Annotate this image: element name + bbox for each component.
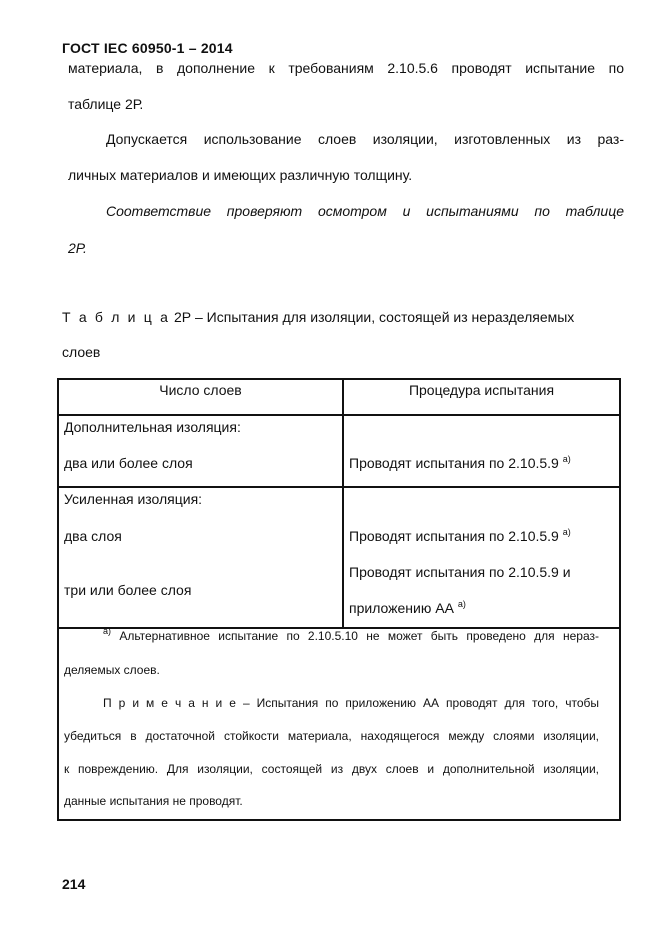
layers-two: два слоя: [64, 528, 122, 544]
table-row: [58, 415, 620, 487]
paragraph-2-line-2: личных материалов и имеющих различную толщину.: [68, 167, 413, 183]
layers-two-or-more: два или более слоя: [64, 455, 193, 471]
table-caption-line-2: слоев: [62, 344, 101, 360]
footnote-ref: а): [562, 527, 571, 537]
document-header: ГОСТ IEC 60950-1 – 2014: [62, 40, 233, 56]
table-footnote-row: [58, 628, 620, 820]
note-line-3: к повреждению. Для изоляции, состоящей из двух слоев и дополнительной изоляции,: [64, 762, 599, 776]
paragraph-3-line-1: Соответствие проверяют осмотром и испытаниями по таблице: [106, 203, 624, 219]
paragraph-1-line-2: таблице 2Р.: [68, 96, 144, 112]
layers-three-or-more: три или более слоя: [64, 582, 192, 598]
header-procedure: Процедура испытания: [343, 379, 620, 415]
procedure-reinforced-two: Проводят испытания по 2.10.5.9 $^{а)}$: [349, 527, 571, 544]
paragraph-2-line-1: Допускается использование слоев изоляции, изготовленных из раз-: [106, 131, 624, 147]
table-header-row: [58, 379, 620, 415]
footnote-ref: а): [562, 454, 571, 464]
procedure-supplementary: Проводят испытания по 2.10.5.9 $^{а)}$: [349, 454, 571, 471]
insulation-tests-table: [57, 378, 621, 821]
footnote-line-2: деляемых слоев.: [64, 663, 160, 677]
cell-reinforced-layers: [58, 487, 343, 628]
table-footnote-cell: [58, 628, 620, 820]
note-label: П р и м е ч а н и е: [103, 696, 236, 710]
note-line-2: убедиться в достаточной стойкости материала, находящегося между слоями изоляции,: [64, 729, 599, 743]
table-caption: [62, 309, 574, 325]
procedure-reinforced-three-line-2: приложению АА $^{а)}$: [349, 599, 466, 616]
page-number: 214: [62, 876, 86, 892]
cell-reinforced-procedure: [343, 487, 620, 628]
footnote-line-1: $^{а)}$ Альтернативное испытание по 2.10.5.10 не может быть проведено для нераз-: [103, 626, 599, 643]
group-title-supplementary: Дополнительная изоляция:: [64, 419, 241, 435]
table-caption-text: 2Р – Испытания для изоляции, состоящей из неразделяемых: [170, 309, 575, 325]
note-line-1: П р и м е ч а н и е – Испытания по приложению АА проводят для того, чтобы: [103, 696, 599, 710]
table-footnote: [59, 626, 619, 819]
footnote-marker: а): [103, 626, 112, 636]
paragraph-1-line-1: материала, в дополнение к требованиям 2.10.5.6 проводят испытание по: [68, 60, 624, 76]
footnote-ref: а): [457, 599, 466, 609]
cell-supplementary-layers: [58, 415, 343, 487]
header-layers: Число слоев: [58, 379, 343, 415]
note-line-4: данные испытания не проводят.: [64, 794, 243, 808]
procedure-reinforced-three-line-1: Проводят испытания по 2.10.5.9 и: [349, 564, 571, 580]
table-caption-label: Т а б л и ц а: [62, 309, 171, 325]
table-row: [58, 487, 620, 628]
paragraph-3-line-2: 2Р.: [68, 240, 87, 256]
group-title-reinforced: Усиленная изоляция:: [64, 491, 203, 507]
cell-supplementary-procedure: [343, 415, 620, 487]
